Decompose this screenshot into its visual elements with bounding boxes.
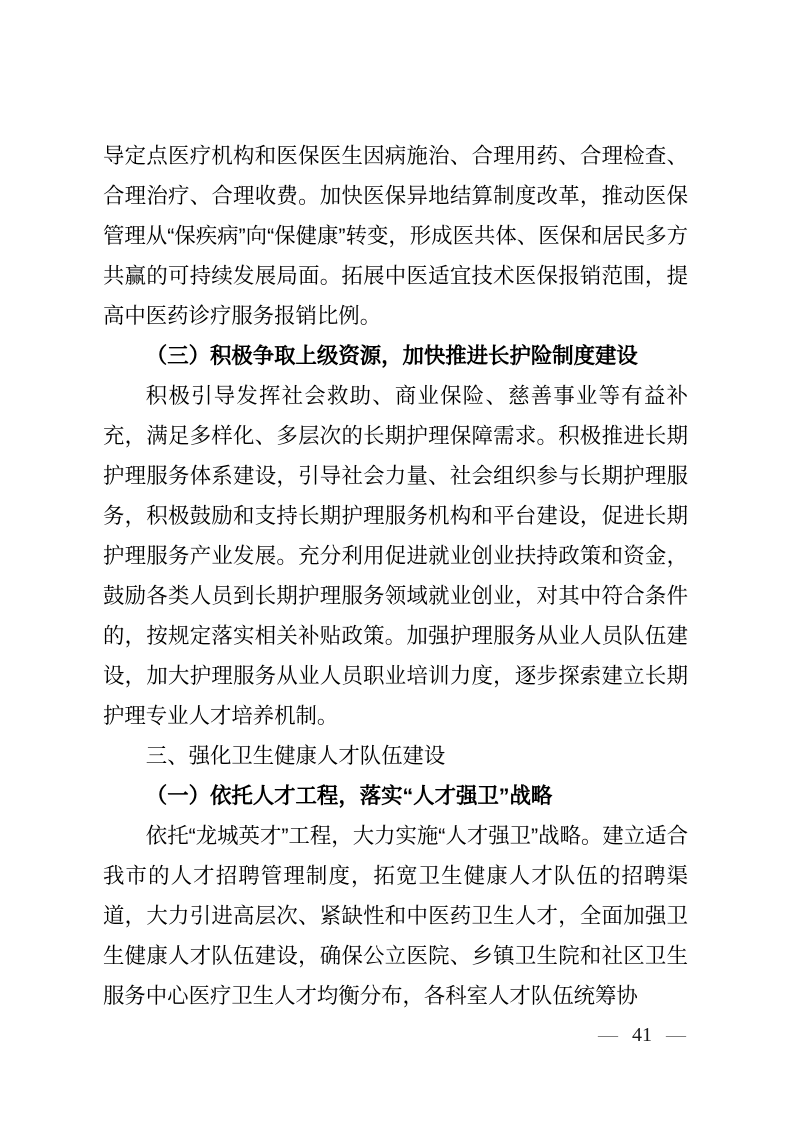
heading-section-three-long-term-care-insurance: （三）积极争取上级资源，加快推进长护险制度建设 — [145, 344, 638, 368]
paragraph-medical-insurance-continued: 导定点医疗机构和医保医生因病施治、合理用药、合理检查、合理治疗、合理收费。加快医保异地结算制度改革，推动医保管理从“保疾病”向“保健康”转变，形成医共体、医保和居民多方共赢的可持续发展局面。拓展中医适宜技术医保报销范围，提高中医药诊疗服务报销比例。 — [103, 144, 688, 328]
page-number-dash-left: — — [598, 1024, 618, 1046]
paragraph-talent-recruitment: 依托“龙城英才”工程，大力实施“人才强卫”战略。建立适合我市的人才招聘管理制度，拓宽卫生健康人才队伍的招聘渠道，大力引进高层次、紧缺性和中医药卫生人才，全面加强卫生健康人才队伍建设，确保公立医院、乡镇卫生院和社区卫生服务中心医疗卫生人才均衡分布，各科室人才队伍统筹协 — [103, 824, 688, 1008]
heading-section-one-talent-project: （一）依托人才工程，落实“人才强卫”战略 — [145, 784, 553, 808]
page-number-value: 41 — [632, 1024, 652, 1046]
document-body — [103, 136, 688, 1016]
paragraph-long-term-care-services: 积极引导发挥社会救助、商业保险、慈善事业等有益补充，满足多样化、多层次的长期护理保障需求。积极推进长期护理服务体系建设，引导社会力量、社会组织参与长期护理服务，积极鼓励和支持长期护理服务机构和平台建设，促进长期护理服务产业发展。充分利用促进就业创业扶持政策和资金，鼓励各类人员到长期护理服务领域就业创业，对其中符合条件的，按规定落实相关补贴政策。加强护理服务从业人员队伍建设，加大护理服务从业人员职业培训力度，逐步探索建立长期护理专业人才培养机制。 — [103, 384, 688, 728]
page-number — [598, 1022, 686, 1048]
heading-chapter-three-health-talent: 三、强化卫生健康人才队伍建设 — [145, 744, 446, 768]
page-number-dash-right: — — [666, 1024, 686, 1046]
